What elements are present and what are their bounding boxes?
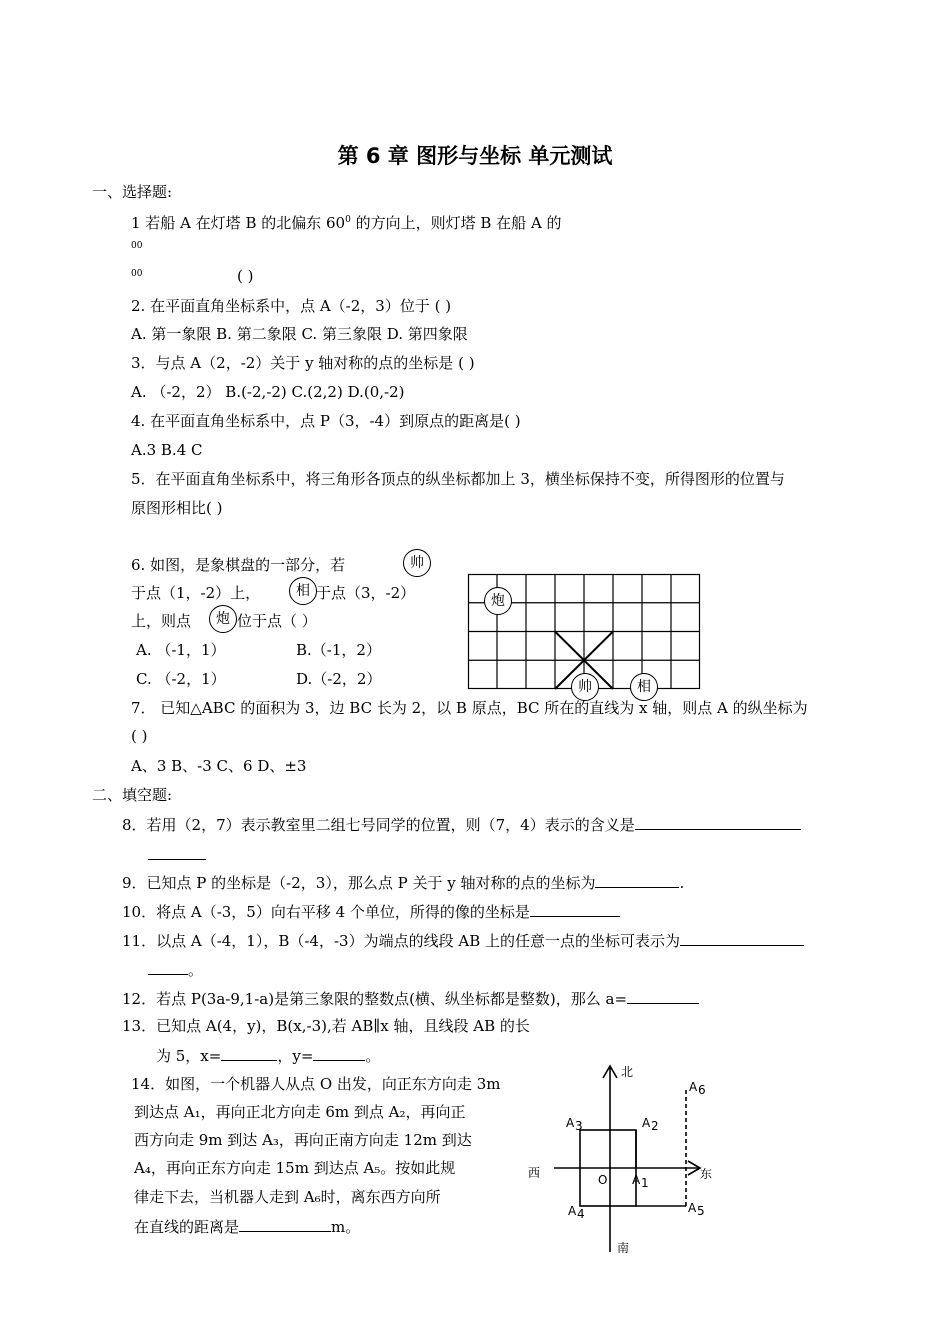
answer-blank-11a[interactable] bbox=[680, 930, 804, 946]
question-2-options: A. 第一象限 B. 第二象限 C. 第三象限 D. 第四象限 bbox=[131, 325, 468, 343]
question-1-answer-paren: ( ) bbox=[237, 267, 254, 285]
question-7-line-1: 7． 已知△ABC 的面积为 3，边 BC 长为 2，以 B 原点，BC 所在的直线为 x 轴，则点 A 的纵坐标为 bbox=[131, 699, 808, 717]
section-fill: 二、填空题: bbox=[92, 786, 173, 804]
question-6-line-3b: 位于点（ ） bbox=[237, 612, 317, 630]
section-choice: 一、选择题: bbox=[92, 183, 173, 201]
label-origin: O bbox=[598, 1173, 608, 1187]
label-a2: A bbox=[642, 1116, 651, 1130]
question-6-option-c: C. （-2，1） bbox=[136, 670, 226, 688]
label-a4-sub: 4 bbox=[577, 1207, 585, 1221]
question-11: 11．以点 A（-4，1），B（-4，-3）为端点的线段 AB 上的任意一点的坐标可表示为 bbox=[122, 930, 804, 951]
question-1-artifact-2: 00 bbox=[131, 269, 143, 279]
question-4: 4. 在平面直角坐标系中，点 P（3，-4）到原点的距离是( ) bbox=[131, 412, 521, 430]
piece-xiang: 相 bbox=[630, 673, 658, 701]
question-1-artifact-1: 00 bbox=[131, 241, 143, 251]
question-14-line-4: A₄，再向正东方向走 15m 到达点 A₅。按如此规 bbox=[134, 1159, 456, 1177]
question-10: 10．将点 A（-3，5）向右平移 4 个单位，所得的像的坐标是 bbox=[122, 901, 620, 922]
question-14-line-5: 律走下去，当机器人走到 A₆时，离东西方向所 bbox=[134, 1188, 441, 1206]
question-4-options: A.3 B.4 C bbox=[131, 441, 203, 459]
question-8: 8．若用（2，7）表示教室里二组七号同学的位置，则（7，4）表示的含义是 bbox=[122, 814, 801, 835]
label-a5-sub: 5 bbox=[697, 1204, 705, 1218]
label-east: 东 bbox=[700, 1167, 713, 1181]
question-6-option-b: B.（-1，2） bbox=[296, 641, 381, 659]
question-7-options: A、3 B、-3 C、6 D、±3 bbox=[131, 757, 307, 775]
answer-blank-8a[interactable] bbox=[635, 814, 801, 830]
question-11-continued: 。 bbox=[148, 959, 203, 980]
answer-blank-12[interactable] bbox=[627, 988, 699, 1004]
question-14-line-6: 在直线的距离是 m。 bbox=[134, 1218, 361, 1236]
label-a6-sub: 6 bbox=[698, 1083, 706, 1097]
answer-blank-9[interactable] bbox=[595, 872, 679, 888]
answer-blank-10[interactable] bbox=[530, 901, 620, 917]
question-13-line-2: 为 5，x= ，y= 。 bbox=[156, 1047, 381, 1065]
question-1: 1 若船 A 在灯塔 B 的北偏东 $60^0$ 的方向上，则灯塔 B 在船 A 的 bbox=[131, 214, 562, 232]
label-a2-sub: 2 bbox=[651, 1119, 659, 1133]
question-9: 9．已知点 P 的坐标是（-2，3），那么点 P 关于 y 轴对称的点的坐标为 . bbox=[122, 874, 685, 892]
question-14-line-1: 14．如图，一个机器人从点 O 出发，向正东方向走 3m bbox=[131, 1075, 501, 1093]
label-a6: A bbox=[689, 1080, 698, 1094]
question-8-continued bbox=[148, 844, 206, 865]
robot-path-figure bbox=[520, 1060, 720, 1260]
answer-blank-8b[interactable] bbox=[148, 844, 206, 860]
piece-shuai-inline: 帅 bbox=[403, 549, 431, 577]
label-a1: A bbox=[632, 1173, 641, 1187]
question-6-option-d: D.（-2，2） bbox=[296, 670, 382, 688]
piece-xiang-inline: 相 bbox=[289, 577, 317, 605]
label-a3-sub: 3 bbox=[575, 1119, 583, 1133]
answer-blank-14[interactable] bbox=[239, 1216, 331, 1232]
piece-pao-inline: 炮 bbox=[209, 605, 237, 633]
answer-blank-13x[interactable] bbox=[221, 1045, 277, 1061]
label-south: 南 bbox=[617, 1241, 630, 1255]
piece-pao: 炮 bbox=[484, 587, 512, 615]
label-a5: A bbox=[688, 1201, 697, 1215]
question-5-line-1: 5．在平面直角坐标系中，将三角形各顶点的纵坐标都加上 3，横坐标保持不变，所得图形的位置与 bbox=[131, 470, 785, 488]
question-5-line-2: 原图形相比( ) bbox=[131, 499, 223, 517]
question-7-line-2: ( ) bbox=[131, 727, 148, 745]
label-west: 西 bbox=[528, 1166, 541, 1180]
question-6-line-1: 6. 如图，是象棋盘的一部分，若 bbox=[131, 556, 346, 574]
label-a1-sub: 1 bbox=[641, 1176, 649, 1190]
label-a4: A bbox=[568, 1204, 577, 1218]
question-6-option-a: A. （-1，1） bbox=[136, 641, 226, 659]
answer-blank-11b[interactable] bbox=[148, 959, 188, 975]
question-6-line-2a: 于点（1，-2）上， bbox=[131, 584, 261, 602]
question-6-line-2b: 于点（3，-2） bbox=[316, 584, 416, 602]
piece-shuai: 帅 bbox=[571, 673, 599, 701]
label-a3: A bbox=[566, 1116, 575, 1130]
page-title: 第 6 章 图形与坐标 单元测试 bbox=[337, 144, 613, 168]
question-12: 12．若点 P(3a-9,1-a)是第三象限的整数点(横、纵坐标都是整数)，那么 a= bbox=[122, 988, 699, 1009]
question-14-line-3: 西方向走 9m 到达 A₃，再向正南方向走 12m 到达 bbox=[134, 1131, 472, 1149]
question-3: 3．与点 A（2，-2）关于 y 轴对称的点的坐标是 ( ) bbox=[131, 354, 475, 372]
label-north: 北 bbox=[621, 1065, 634, 1079]
question-14-line-2: 到达点 A₁，再向正北方向走 6m 到点 A₂，再向正 bbox=[134, 1103, 466, 1121]
question-2: 2. 在平面直角坐标系中，点 A（-2，3）位于 ( ) bbox=[131, 297, 452, 315]
answer-blank-13y[interactable] bbox=[313, 1045, 365, 1061]
question-6-line-3a: 上，则点 bbox=[131, 612, 192, 630]
question-3-options: A. （-2，2） B.(-2,-2) C.(2,2) D.(0,-2) bbox=[131, 383, 405, 401]
question-13-line-1: 13．已知点 A(4，y)，B(x,-3),若 AB∥x 轴，且线段 AB 的长 bbox=[122, 1017, 530, 1035]
